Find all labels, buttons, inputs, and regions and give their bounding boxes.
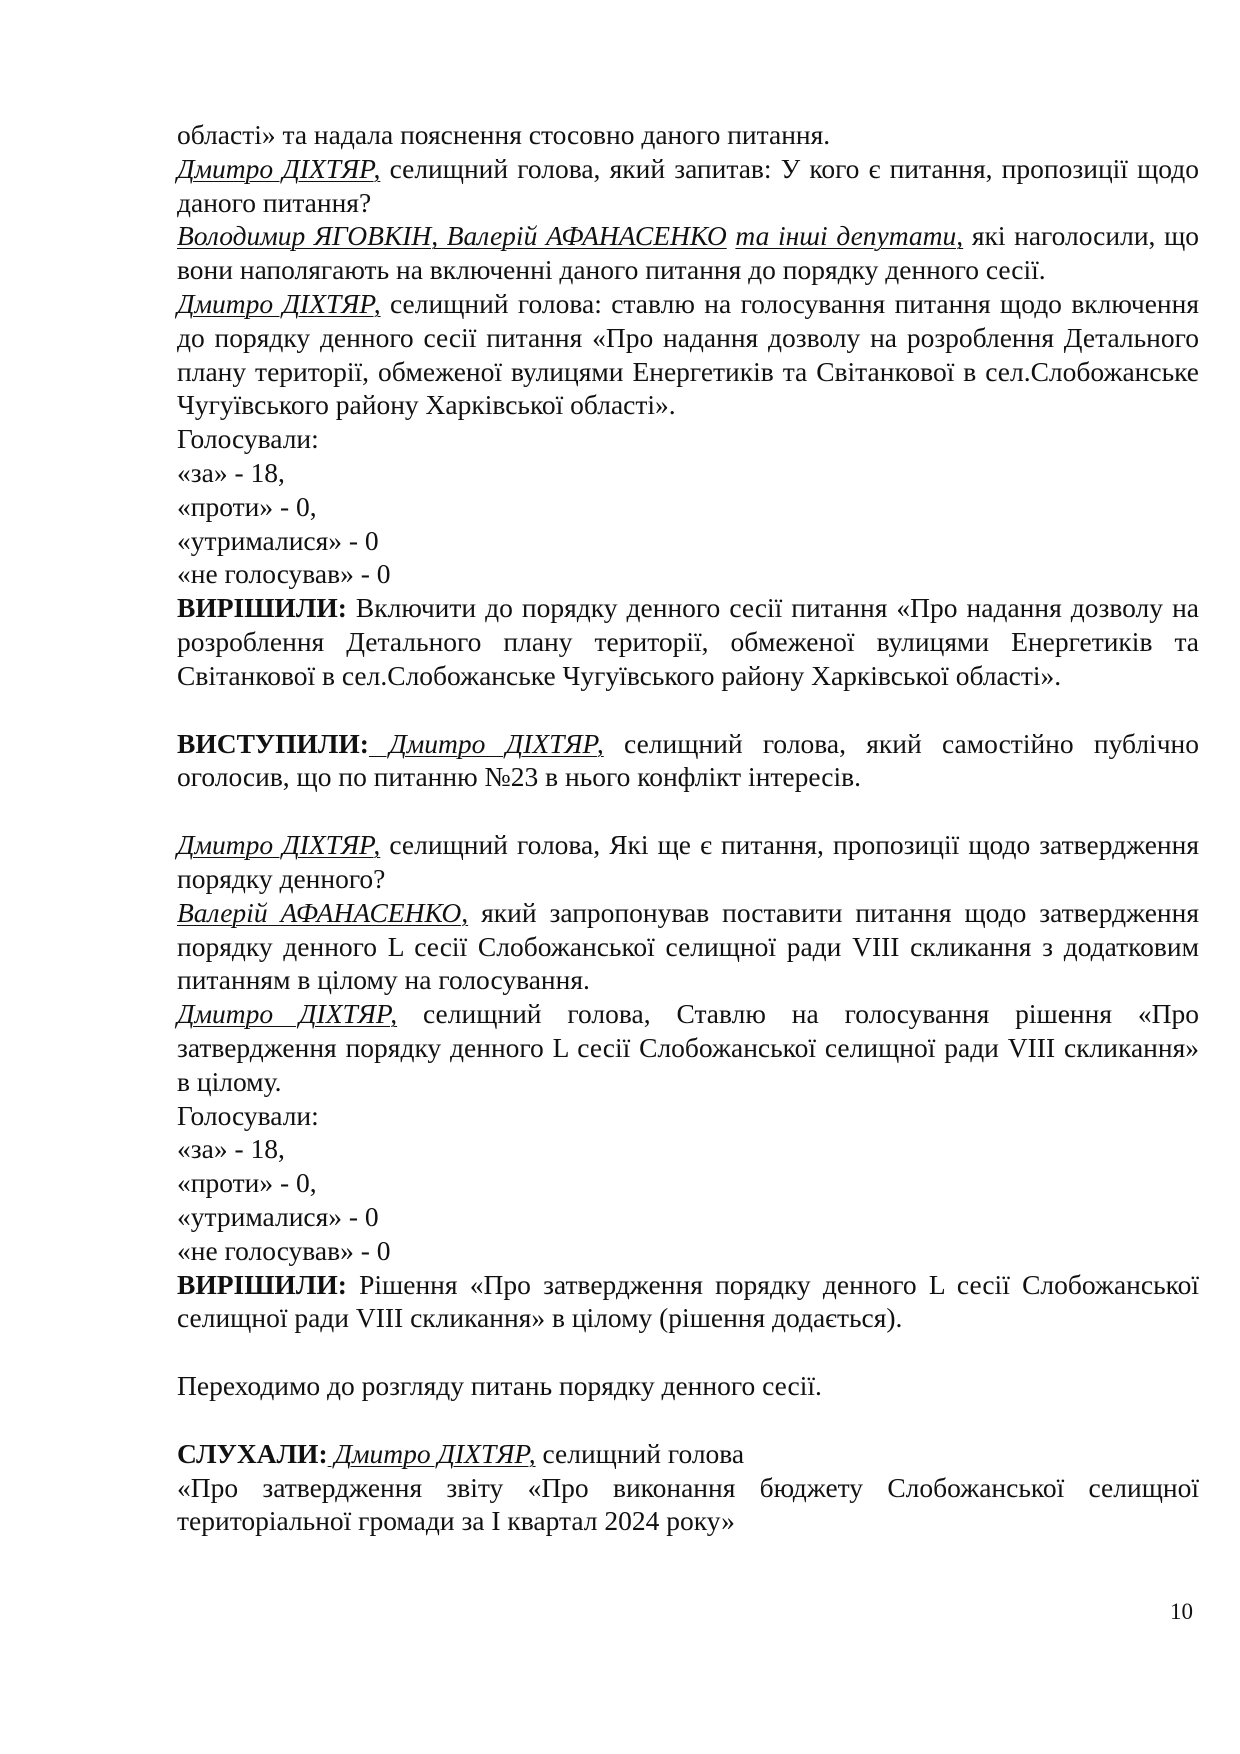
vote-against: «проти» - 0, <box>177 1167 317 1199</box>
spacer <box>177 794 1199 828</box>
vote-title: Голосували: <box>177 423 319 455</box>
paragraph-chair-question: Дмитро ДІХТЯР, селищний голова, який запитав: У кого є питання, пропозиції щодо даного питання? <box>177 152 1199 218</box>
spacer <box>177 1335 1199 1369</box>
vote-results <box>177 1099 1199 1268</box>
vote-results <box>177 422 1199 591</box>
vote-not-voted: «не голосував» - 0 <box>177 558 391 590</box>
paragraph-decision: ВИРІШИЛИ: Рішення «Про затвердження порядку денного L сесії Слобожанської селищної ради VIII скликання» в цілому (рішення додається). <box>177 1268 1199 1334</box>
paragraph-report-title: «Про затвердження звіту «Про виконання бюджету Слобожанської селищної територіальної громади за І квартал 2024 року» <box>177 1471 1199 1537</box>
vote-abstained: «утрималися» - 0 <box>177 524 379 556</box>
speaker-name: Дмитро ДІХТЯР, <box>177 287 381 319</box>
paragraph-chair-vote-inclusion: Дмитро ДІХТЯР, селищний голова: ставлю на голосування питання щодо включення до порядку денного сесії питання «Про надання дозволу на розроблення Детального плану території, обмеженої вулицями Енергетиків та Світанкової в сел.Слобожанське Чугуївського району Харківської області». <box>177 287 1200 421</box>
spacer <box>177 1403 1199 1437</box>
document-page <box>177 118 1199 1538</box>
paragraph-chair-agenda-question: Дмитро ДІХТЯР, селищний голова, Які ще є питання, пропозиції щодо затвердження порядку денного? <box>177 829 1199 894</box>
decision-label: ВИРІШИЛИ: <box>177 1268 347 1300</box>
speaker-name: Дмитро ДІХТЯР, <box>368 727 604 759</box>
vote-abstained: «утрималися» - 0 <box>177 1200 379 1232</box>
speaker-name: Дмитро ДІХТЯР, <box>177 829 381 861</box>
paragraph-transition: Переходимо до розгляду питань порядку денного сесії. <box>177 1370 822 1402</box>
paragraph-chair-vote-agenda: Дмитро ДІХТЯР, селищний голова, Ставлю на голосування рішення «Про затвердження порядку денного L сесії Слобожанської селищної ради VIII скликання» в цілому. <box>177 998 1199 1097</box>
page-number: 10 <box>1170 1599 1193 1624</box>
paragraph-heard: СЛУХАЛИ: Дмитро ДІХТЯР, селищний голова <box>177 1437 745 1469</box>
paragraph-decision: ВИРІШИЛИ: Включити до порядку денного сесії питання «Про надання дозволу на розроблення Детального плану території, обмеженої вулицями Енергетиків та Світанкової в сел.Слобожанське Чугуївського району Харківської області». <box>177 592 1199 691</box>
speaker-name: Валерій АФАНАСЕНКО, <box>177 896 469 928</box>
vote-title: Голосували: <box>177 1099 319 1131</box>
speaker-names: Володимир ЯГОВКІН, Валерій АФАНАСЕНКО <box>177 220 727 252</box>
heard-label: СЛУХАЛИ: <box>177 1437 328 1469</box>
vote-for: «за» - 18, <box>177 456 285 488</box>
speaker-name: Дмитро ДІХТЯР, <box>327 1437 536 1469</box>
speech-label: ВИСТУПИЛИ: <box>177 727 369 759</box>
spacer <box>177 693 1199 727</box>
decision-label: ВИРІШИЛИ: <box>177 592 347 624</box>
paragraph-intro: області» та надала пояснення стосовно даного питання. <box>177 119 831 150</box>
vote-for: «за» - 18, <box>177 1133 285 1165</box>
paragraph-deputy-proposal: Валерій АФАНАСЕНКО, який запропонував поставити питання щодо затвердження порядку денного L сесії Слобожанської селищної ради VIII скликання з додатковим питанням в цілому на голосування. <box>177 896 1199 996</box>
vote-not-voted: «не голосував» - 0 <box>177 1234 391 1266</box>
speaker-name: Дмитро ДІХТЯР, <box>177 998 398 1030</box>
speaker-name: Дмитро ДІХТЯР, <box>177 152 381 184</box>
speaker-others: та інші депутати, <box>735 220 964 252</box>
paragraph-deputies: Володимир ЯГОВКІН, Валерій АФАНАСЕНКО та інші депутати, які наголосили, що вони наполягають на включенні даного питання до порядку денного сесії. <box>177 220 1200 286</box>
vote-against: «проти» - 0, <box>177 490 317 522</box>
paragraph-speech: ВИСТУПИЛИ: Дмитро ДІХТЯР, селищний голова, який самостійно публічно оголосив, що по питанню №23 в нього конфлікт інтересів. <box>177 727 1199 793</box>
